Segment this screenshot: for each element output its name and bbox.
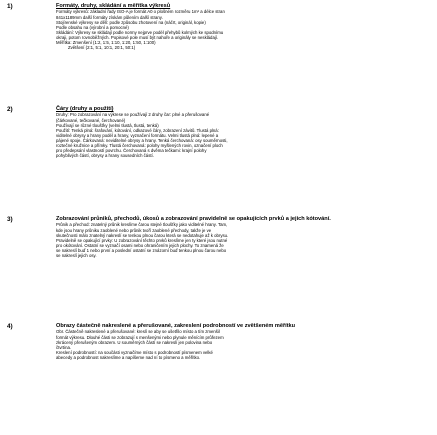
text-line: Formáty výkresů: základní řady ISO-A je formát A0 o plošném rozměru 1m² a délce stran [56, 9, 225, 15]
text-line: Stojírenské výkresy se dělí: podle způsobu zhotovení na (náčrt, originál, kopie) [56, 19, 206, 25]
text-line: Použití: Tenká plná: šrafování, kótování, odkazové čáry, zobrazení závitů. Tlustá plná: [56, 127, 219, 133]
text-line: zkrácený přerušeným obrazem. U souměrných částí se nakreslí jen polovina nebo [56, 339, 213, 345]
text-line: Měřítka: Zmenšení (1:2, 1:5, 1:10, 1:20, 1:50, 1:100) [56, 39, 156, 45]
text-line: Druhy: Pro zobrazování na výkrese se používají 2 druhy čar: plné a přerušované [56, 112, 210, 118]
text-line: se nakreslí buď 1 nebo první a poslední ostatní se znázorní buď tenkou plnou čarou nebo [56, 247, 227, 253]
text-line: roztečné kružnice a přímky. Tlustá čerchovaná: polohy myšlených rovin, označení ploch [56, 142, 223, 148]
text-line: kde jsou hrany průniku zaoblené nebo průnik tvoří zaoblené přechody, takže je ve [56, 227, 212, 233]
section-title: Obrazy částečně nakreslené a přerušované, zakreslení podrobností ve zvětšeném měřítku [56, 323, 296, 329]
section-body [56, 323, 431, 360]
section-title: Zobrazování průniků, přechodů, úkosů a zobrazování pravidelně se opakujících prvků a jejich kótování. [56, 216, 331, 222]
text-line: Používají se různé tloušťky (velmi tlustá, tlustá, tenká) [56, 122, 159, 128]
text-line: Skládání: Výkresy se skládají podle normy nejprve podél přehybů kolmých ke spodnímu [56, 29, 224, 35]
text-line: viditelné obrysy a hrany podél a hrany, vyznačení formátu. Velmi tlustá plná: lepené a [56, 132, 219, 138]
section-number: 4) [7, 323, 13, 330]
section-body [56, 106, 431, 158]
text-line: Zvětšení (2:1, 5:1, 10:1, 20:1, 50:1) [68, 45, 136, 51]
text-line: formát výkresu. Dlouhé části se zobrazují s menšenými nebo plynule měnícím průřezem [56, 334, 224, 340]
section-title: Formáty, druhy, skládání a měřítka výkresů [56, 3, 171, 9]
text-line: 841x1189mm další formáty získám půlením další strany. [56, 14, 163, 20]
text-line: Pravidelně se opakující prvky: U zobrazování těchto prvků kreslíme jen ty které jsou nutné [56, 237, 228, 243]
section-title: Čáry (druhy a použití) [56, 106, 114, 112]
text-line: pohyblivých částí, obrysy a hrany sousedních částí. [56, 153, 154, 159]
text-line: abecedy a podrobnost nakreslíme a napíšeme nad ní to písmeno a měřítko. [56, 354, 201, 360]
text-line: okraji, potom rovnoběžných. Popisové pole musí být nahoře a originály se neskládají. [56, 34, 219, 40]
text-line: čtvrtina. [56, 344, 72, 350]
text-line: pro předepsání vlastností povrchu. Čerchovaná s dvěma tečkami: krajní polohy [56, 148, 207, 154]
section-body [56, 216, 431, 258]
text-line: Kreslení podrobností: na součásti vyznačíme místo s podrobností písmenem velké [56, 349, 213, 355]
section-number: 3) [7, 216, 13, 223]
section-body [56, 3, 431, 50]
text-line: pájené spoje. Čárkovaná: neviditelné obrysy a hrany. Tenká čerchovaná: osy souměrnosti, [56, 137, 228, 143]
text-line: (čárkované, tečkované, čerchované) [56, 117, 126, 123]
section-number: 2) [7, 106, 13, 113]
text-line: Obr. Částečně nakreslené a přerušované: kreslí se aby se ušetřilo místo a tím zmenšil [56, 329, 220, 335]
text-line: skutečnosti málo znatelný nakreslí se tenkou plnou čarou která se nedotahuje až k obrysu. [56, 232, 229, 238]
text-line: pro okótování. Ostatní se vyznačí osami nebo ohraničením jejich plochy. To znamená že [56, 242, 224, 248]
text-line: se nakreslí jejich osy. [56, 252, 97, 258]
section-number: 1) [7, 3, 13, 10]
text-line: Podle obsahu na (výrobní a pomocné) [56, 24, 129, 30]
text-line: Průnik a přechod: znatelný průnik kreslíme čarou stejné tloušťky jako viditelné hrany. Tam, [56, 222, 228, 228]
